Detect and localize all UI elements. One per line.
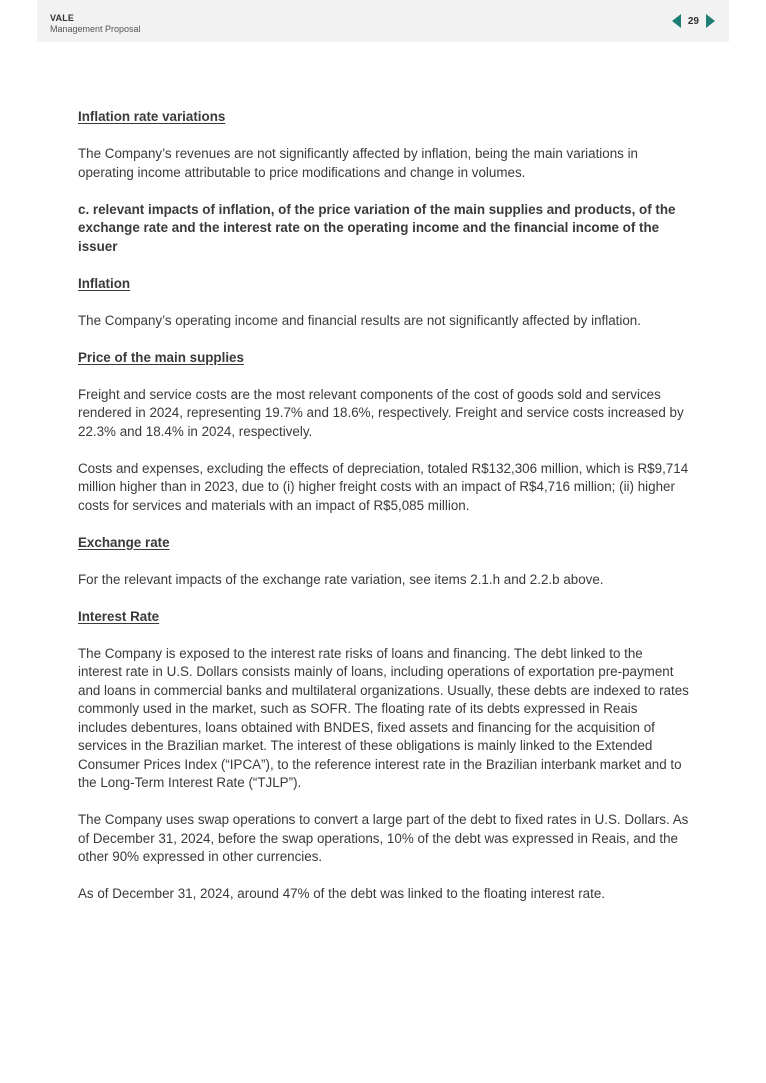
page-body bbox=[78, 108, 690, 922]
interest-rate-paragraph-1: The Company is exposed to the interest rate risks of loans and financing. The debt linked to the interest rate in U.S. Dollars consists mainly of loans, including operations of exportation pre-payment and loans in commercial banks and multilateral organizations. Usually, these debts are indexed to rates commonly used in the market, such as SOFR. The floating rate of its debts expressed in Reais includes debentures, loans obtained with BNDES, fixed assets and financing for the acquisition of services in the Brazilian market. The interest of these obligations is mainly linked to the Extended Consumer Prices Index (“IPCA”), to the reference interest rate in the Brazilian interbank market and to the Long-Term Interest Rate (“TJLP”). bbox=[78, 645, 689, 790]
inflation-variations-heading: Inflation rate variations bbox=[78, 109, 226, 124]
page-navigation bbox=[672, 14, 715, 28]
previous-page-icon[interactable] bbox=[672, 14, 681, 28]
document-subtitle: Management Proposal bbox=[50, 24, 141, 34]
inflation-paragraph: The Company’s operating income and financial results are not significantly affected by inflation. bbox=[78, 312, 641, 328]
item-c-heading: c. relevant impacts of inflation, of the price variation of the main supplies and products, of the exchange rate and the interest rate on the operating income and the financial income of the issuer bbox=[78, 201, 676, 254]
supplies-paragraph-1: Freight and service costs are the most relevant components of the cost of goods sold and services rendered in 2024, representing 19.7% and 18.6%, respectively. Freight and service costs increased by 22.3% and 18.4% in 2024, respectively. bbox=[78, 386, 684, 439]
inflation-heading: Inflation bbox=[78, 275, 131, 291]
supplies-paragraph-2: Costs and expenses, excluding the effects of depreciation, totaled R$132,306 million, which is R$9,714 million higher than in 2023, due to (i) higher freight costs with an impact of R$4,716 million; (ii) higher costs for services and materials with an impact of R$5,085 million. bbox=[78, 460, 689, 513]
page-header bbox=[37, 0, 729, 42]
inflation-variations-paragraph: The Company’s revenues are not significantly affected by inflation, being the main variations in operating income attributable to price modifications and change in volumes. bbox=[78, 146, 639, 180]
interest-rate-paragraph-3: As of December 31, 2024, around 47% of the debt was linked to the floating interest rate. bbox=[78, 886, 606, 901]
interest-rate-heading: Interest Rate bbox=[78, 608, 160, 624]
exchange-rate-paragraph: For the relevant impacts of the exchange rate variation, see items 2.1.h and 2.2.b above. bbox=[78, 571, 604, 587]
brand-name: VALE bbox=[50, 13, 75, 23]
page-number: 29 bbox=[687, 15, 699, 27]
interest-rate-paragraph-2: The Company uses swap operations to convert a large part of the debt to fixed rates in U.S. Dollars. As of December 31, 2024, before the swap operations, 10% of the debt was expressed in Reais, and the other 90% expressed in other currencies. bbox=[78, 812, 689, 864]
next-page-icon[interactable] bbox=[706, 14, 715, 28]
supplies-heading: Price of the main supplies bbox=[78, 349, 244, 365]
exchange-rate-heading: Exchange rate bbox=[78, 534, 170, 550]
